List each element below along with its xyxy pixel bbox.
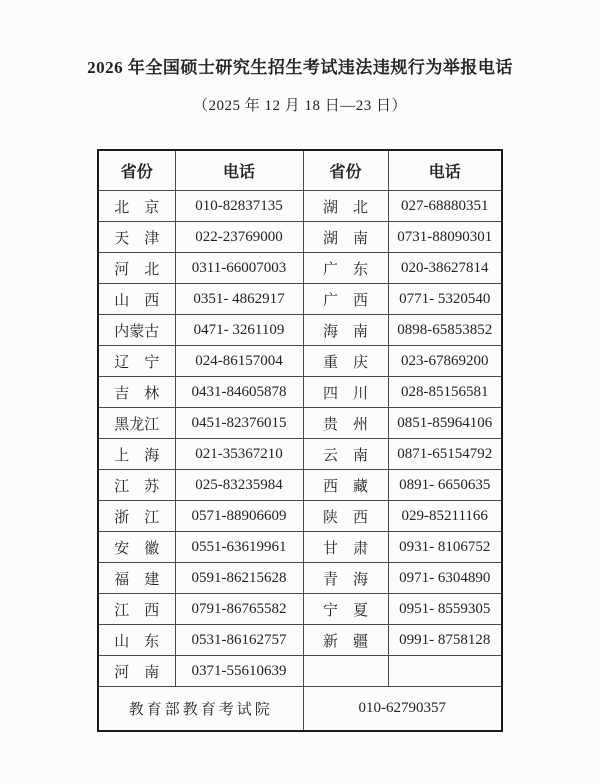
province-cell: 山 西 [98,284,175,315]
province-cell: 湖 南 [303,222,388,253]
province-cell: 辽 宁 [98,346,175,377]
phone-cell: 028-85156581 [388,377,502,408]
province-cell: 北 京 [98,191,175,222]
phone-cell: 022-23769000 [175,222,303,253]
table-row [98,656,502,687]
phone-cell: 025-83235984 [175,470,303,501]
province-cell: 福 建 [98,563,175,594]
phone-cell: 0851-85964106 [388,408,502,439]
table-row [98,284,502,315]
province-cell: 天 津 [98,222,175,253]
phone-cell: 024-86157004 [175,346,303,377]
province-cell: 四 川 [303,377,388,408]
phone-cell: 0871-65154792 [388,439,502,470]
table-row [98,315,502,346]
phone-cell: 0471- 3261109 [175,315,303,346]
province-cell: 江 西 [98,594,175,625]
phone-cell: 0971- 6304890 [388,563,502,594]
province-cell: 宁 夏 [303,594,388,625]
report-phone-table [97,149,503,732]
table-row [98,563,502,594]
province-cell: 江 苏 [98,470,175,501]
column-header-province-left: 省份 [98,150,175,191]
table-row [98,439,502,470]
province-cell: 新 疆 [303,625,388,656]
province-cell: 海 南 [303,315,388,346]
phone-cell: 027-68880351 [388,191,502,222]
province-cell: 内蒙古 [98,315,175,346]
phone-cell: 0791-86765582 [175,594,303,625]
province-cell: 湖 北 [303,191,388,222]
ministry-phone-cell: 010-62790357 [303,687,502,732]
province-cell: 浙 江 [98,501,175,532]
province-cell: 山 东 [98,625,175,656]
province-cell: 甘 肃 [303,532,388,563]
header-row [98,150,502,191]
table-row [98,377,502,408]
footer-row [98,687,502,732]
province-cell: 重 庆 [303,346,388,377]
phone-cell: 0551-63619961 [175,532,303,563]
province-cell: 吉 林 [98,377,175,408]
column-header-phone-right: 电话 [388,150,502,191]
phone-cell: 0898-65853852 [388,315,502,346]
phone-cell: 0951- 8559305 [388,594,502,625]
phone-cell: 0451-82376015 [175,408,303,439]
province-cell: 河 南 [98,656,175,687]
province-cell: 河 北 [98,253,175,284]
table-row [98,532,502,563]
table-row [98,625,502,656]
phone-cell: 020-38627814 [388,253,502,284]
province-cell: 青 海 [303,563,388,594]
province-cell: 上 海 [98,439,175,470]
phone-cell: 0311-66007003 [175,253,303,284]
phone-cell: 0731-88090301 [388,222,502,253]
table-row [98,470,502,501]
phone-cell: 0571-88906609 [175,501,303,532]
phone-cell: 0931- 8106752 [388,532,502,563]
province-cell: 西 藏 [303,470,388,501]
table-row [98,222,502,253]
phone-cell: 021-35367210 [175,439,303,470]
province-cell: 贵 州 [303,408,388,439]
phone-cell: 029-85211166 [388,501,502,532]
document-title: 2026 年全国硕士研究生招生考试违法违规行为举报电话 [87,58,513,77]
table-row [98,191,502,222]
province-cell: 陕 西 [303,501,388,532]
column-header-phone-left: 电话 [175,150,303,191]
province-cell: 云 南 [303,439,388,470]
column-header-province-right: 省份 [303,150,388,191]
phone-cell: 0591-86215628 [175,563,303,594]
phone-cell: 010-82837135 [175,191,303,222]
phone-cell: 0771- 5320540 [388,284,502,315]
phone-cell: 0371-55610639 [175,656,303,687]
province-cell: 黑龙江 [98,408,175,439]
table-row [98,346,502,377]
ministry-label-cell: 教育部教育考试院 [98,687,303,732]
table-row [98,253,502,284]
province-cell: 广 东 [303,253,388,284]
table-row [98,501,502,532]
document-subtitle: （2025 年 12 月 18 日—23 日） [192,98,407,115]
phone-cell: 0891- 6650635 [388,470,502,501]
phone-cell: 0991- 8758128 [388,625,502,656]
province-cell: 安 徽 [98,532,175,563]
province-cell: 广 西 [303,284,388,315]
phone-cell: 0531-86162757 [175,625,303,656]
table-row [98,408,502,439]
province-cell-empty [303,656,388,687]
table-row [98,594,502,625]
phone-cell: 0351- 4862917 [175,284,303,315]
phone-cell: 0431-84605878 [175,377,303,408]
phone-cell-empty [388,656,502,687]
phone-cell: 023-67869200 [388,346,502,377]
